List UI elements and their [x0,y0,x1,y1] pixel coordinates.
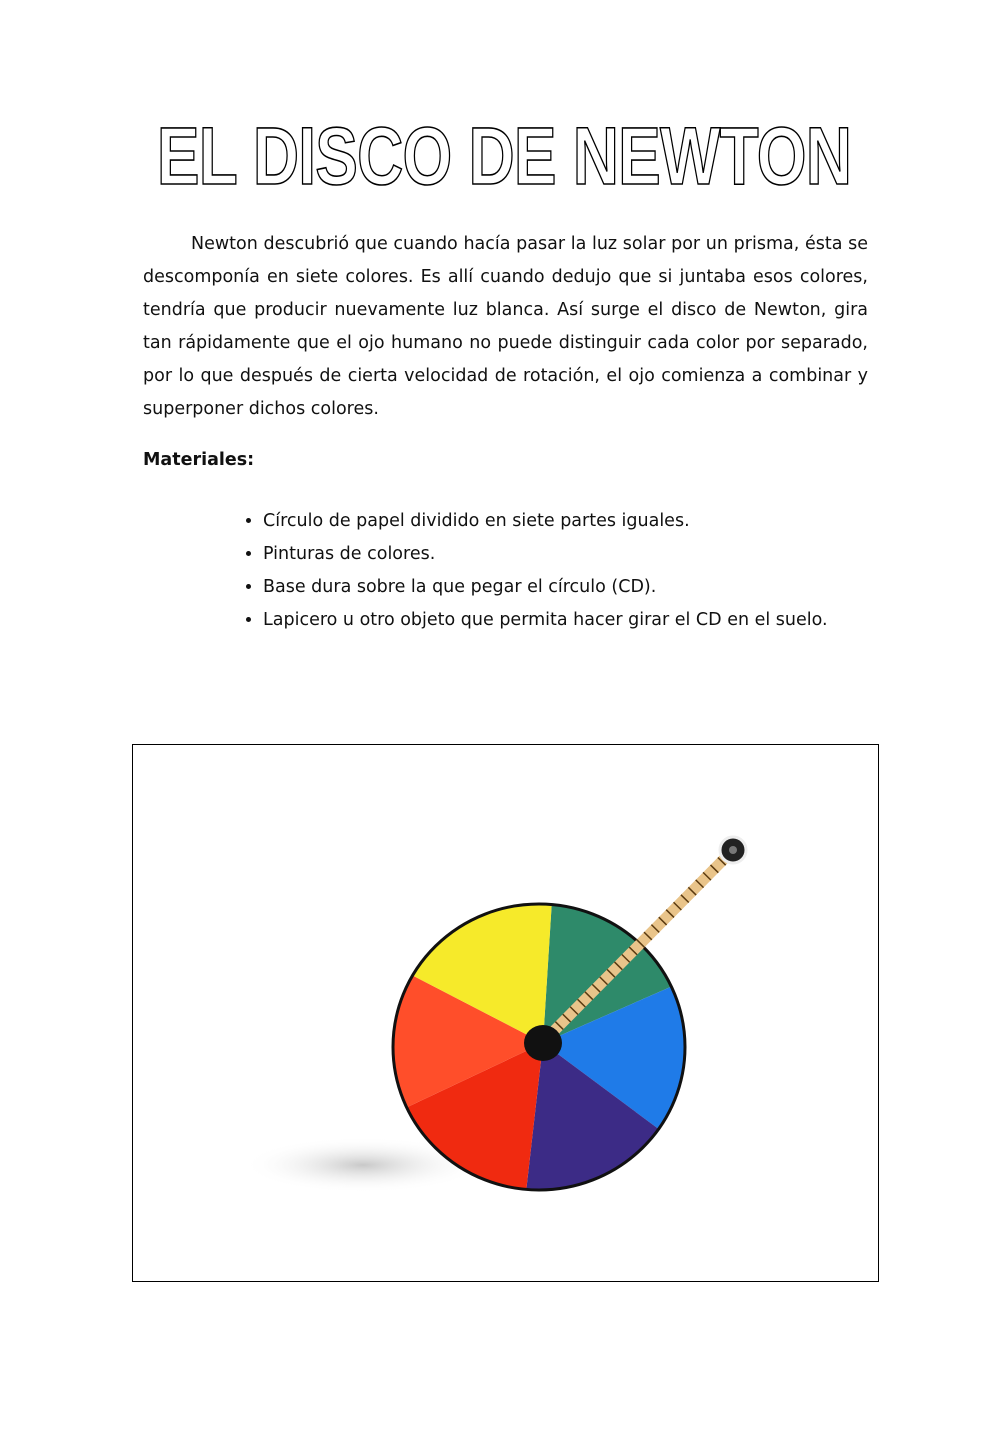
list-item: • Base dura sobre la que pegar el círculo (CD). [263,571,913,604]
page-title: EL DISCO DE NEWTON [156,111,852,202]
pencil-cap-center [729,846,737,854]
disc-hub [524,1025,562,1061]
newton-disc-image [132,744,879,1282]
list-item: • Círculo de papel dividido en siete partes iguales. [263,505,913,538]
disc-illustration [133,745,878,1281]
materials-list [218,505,913,637]
list-item: • Lapicero u otro objeto que permita hacer girar el CD en el suelo. [263,604,913,637]
intro-paragraph: Newton descubrió que cuando hacía pasar la luz solar por un prisma, ésta se descomponía en siete colores. Es allí cuando dedujo que si juntaba esos colores, tendría que producir nuevamente luz blanca. Así surge el disco de Newton, gira tan rápidamente que el ojo humano no puede distinguir cada color por separado, por lo que después de cierta velocidad de rotación, el ojo comienza a combinar y superponer dichos colores. [143,234,868,419]
list-item: • Pinturas de colores. [263,538,913,571]
materials-heading: Materiales: [143,450,255,470]
